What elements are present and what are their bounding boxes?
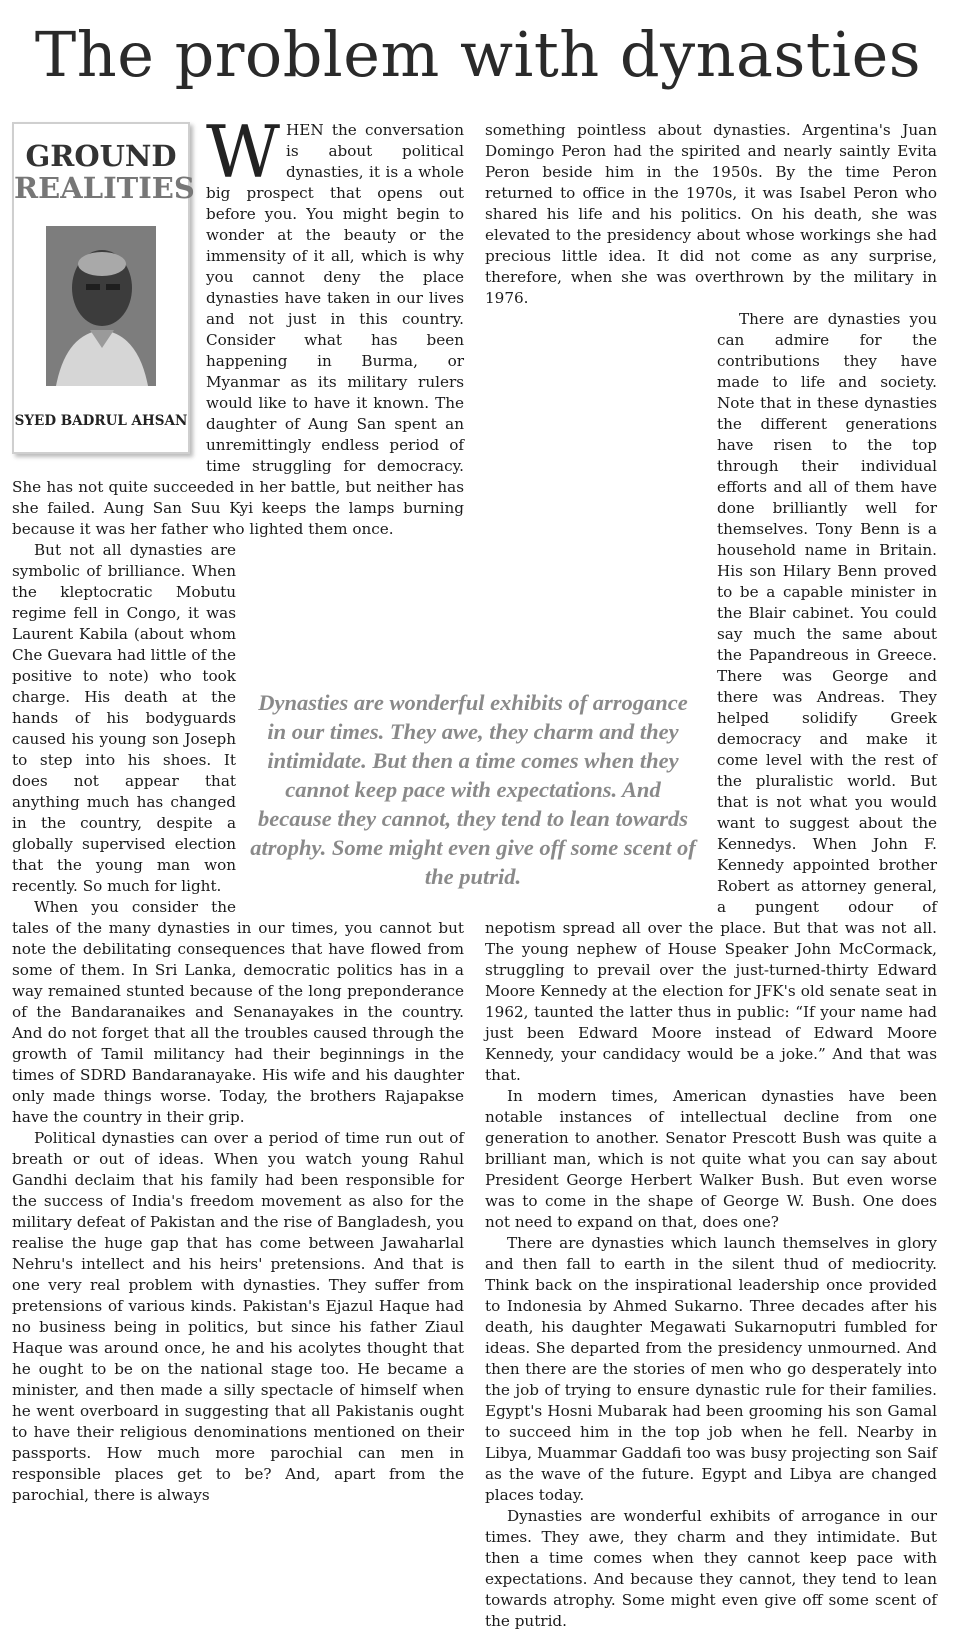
left-paragraph-4: Political dynasties can over a period of time run out of breath or out of ideas. When you watch young Rahul Gandhi declaim that his family had been responsible for the success of India's freedom movement as also for the military defeat of Pakistan and the rise of Bangladesh, you realise the huge gap that has come between Jawaharlal Nehru's intellect and his heirs' pretensions. And that is one very real problem with dynasties. They suffer from pretensions of various kinds. Pakistan's Ejazul Haque had no business being in politics, but since his father Ziaul Haque was around once, he and his acolytes thought that he ought to be on the national stage too. He became a minister, and then made a silly spectacle of himself when he went overboard in suggesting that all Pakistanis ought to have their religious denominations mentioned on their passports. How much more parochial can men in responsible places get to be? And, apart from the parochial, there is always — [12, 1129, 464, 1504]
column-badge — [12, 122, 195, 454]
pull-quote: Dynasties are wonderful exhibits of arrogance in our times. They awe, they charm and they intimidate. But then a time comes when they cannot keep pace with expectations. And because they cannot, they tend to lean towards atrophy. Some might even give off some scent of the putrid. — [250, 690, 696, 889]
column-label-line1: GROUND — [25, 139, 177, 173]
column-label-line2: REALITIES — [14, 171, 195, 205]
author-portrait-icon — [46, 226, 156, 386]
right-paragraph-2: There are dynasties you can admire for the contributions they have made to life and society. Note that in these dynasties the different generations have risen to the top through their individual efforts and all of them have done brilliantly well for themselves. Tony Benn is a household name in Britain. His son Hilary Benn proved to be a capable minister in the Blair cabinet. You could say much the same about the Papandreous in Greece. There was George and there was Andreas. They helped solidify Greek democracy and make it come level with the rest of the pluralistic world. But that is not what you would want to suggest about the Kennedys. When John F. Kennedy appointed brother Robert as attorney general, a pungent odour of nepotism spread all over the place. But that was not all. The young nephew of House Speaker John McCormack, struggling to prevail over the just-turned-thirty Edward Moore Kennedy at the election for JFK's old senate seat in 1962, taunted the latter thus in public: “If your name had just been Edward Moore instead of Edward Moore Kennedy, your candidacy would be a joke.” And that was that. — [485, 310, 937, 1084]
drop-cap: W — [206, 110, 281, 194]
left-paragraph-1: HEN the conversation is about political dynasties, it is a whole big prospect that opens out before you. You might begin to wonder at the beauty or the immensity of it all, which is why you cannot deny the place dynasties have taken in our lives and not just in this country. Consider what has been happening in Burma, or Myanmar as its military rulers would like to have it known. The daughter of Aung San spent an unremittingly endless period of time struggling for democracy. She has not quite succeeded in her battle, but neither has she failed. Aung San Suu Kyi keeps the lamps burning because it was her father who lighted them once. — [12, 121, 464, 538]
right-paragraph-5: Dynasties are wonderful exhibits of arrogance in our times. They awe, they charm and they intimidate. But then a time comes when they cannot keep pace with expectations. And because they cannot, they tend to lean towards atrophy. Some might even give off some scent of the putrid. — [485, 1507, 937, 1630]
headline: The problem with dynasties — [34, 18, 922, 91]
author-name: SYED BADRUL AHSAN — [14, 413, 188, 429]
right-paragraph-1: something pointless about dynasties. Argentina's Juan Domingo Peron had the spirited and nearly saintly Evita Peron beside him in the 1950s. By the time Peron returned to office in the 1970s, it was Isabel Peron who shared his life and his politics. On his death, she was elevated to the presidency about whose workings she had precious little idea. It did not come as any surprise, therefore, when she was overthrown by the military in 1976. — [485, 121, 937, 307]
author-photo — [46, 226, 156, 386]
right-paragraph-3: In modern times, American dynasties have been notable instances of intellectual decline from one generation to another. Senator Prescott Bush was quite a brilliant man, which is not quite what you can say about President George Herbert Walker Bush. But even worse was to come in the shape of George W. Bush. One does not need to expand on that, does one? — [485, 1087, 937, 1231]
right-paragraph-4: There are dynasties which launch themselves in glory and then fall to earth in the silent thud of mediocrity. Think back on the inspirational leadership once provided to Indonesia by Ahmed Sukarno. Three decades after his death, his daughter Megawati Sukarnoputri fumbled for ideas. She departed from the presidency unmourned. And then there are the stories of men who go desperately into the job of trying to ensure dynastic rule for their families. Egypt's Hosni Mubarak had been grooming his son Gamal to succeed him in the top job when he fell. Nearby in Libya, Muammar Gaddafi too was busy projecting son Saif as the wave of the future. Egypt and Libya are changed places today. — [485, 1234, 937, 1504]
left-paragraph-3: When you consider the tales of the many dynasties in our times, you cannot but note the debilitating consequences that have flowed from some of them. In Sri Lanka, democratic politics has in a way remained stunted because of the long preponderance of the Bandaranaikes and Senanayakes in the country. And do not forget that all the troubles caused through the growth of Tamil militancy had their beginnings in the times of SDRD Bandaranayake. His wife and his daughter only made things worse. Today, the brothers Rajapakse have the country in their grip. — [12, 898, 464, 1126]
left-paragraph-2: But not all dynasties are symbolic of brilliance. When the kleptocratic Mobutu regime fell in Congo, it was Laurent Kabila (about whom Che Guevara had little of the positive to note) who took charge. His death at the hands of his bodyguards caused his young son Joseph to step into his shoes. It does not appear that anything much has changed in the country, despite a globally supervised election that the young man won recently. So much for light. — [12, 541, 236, 895]
